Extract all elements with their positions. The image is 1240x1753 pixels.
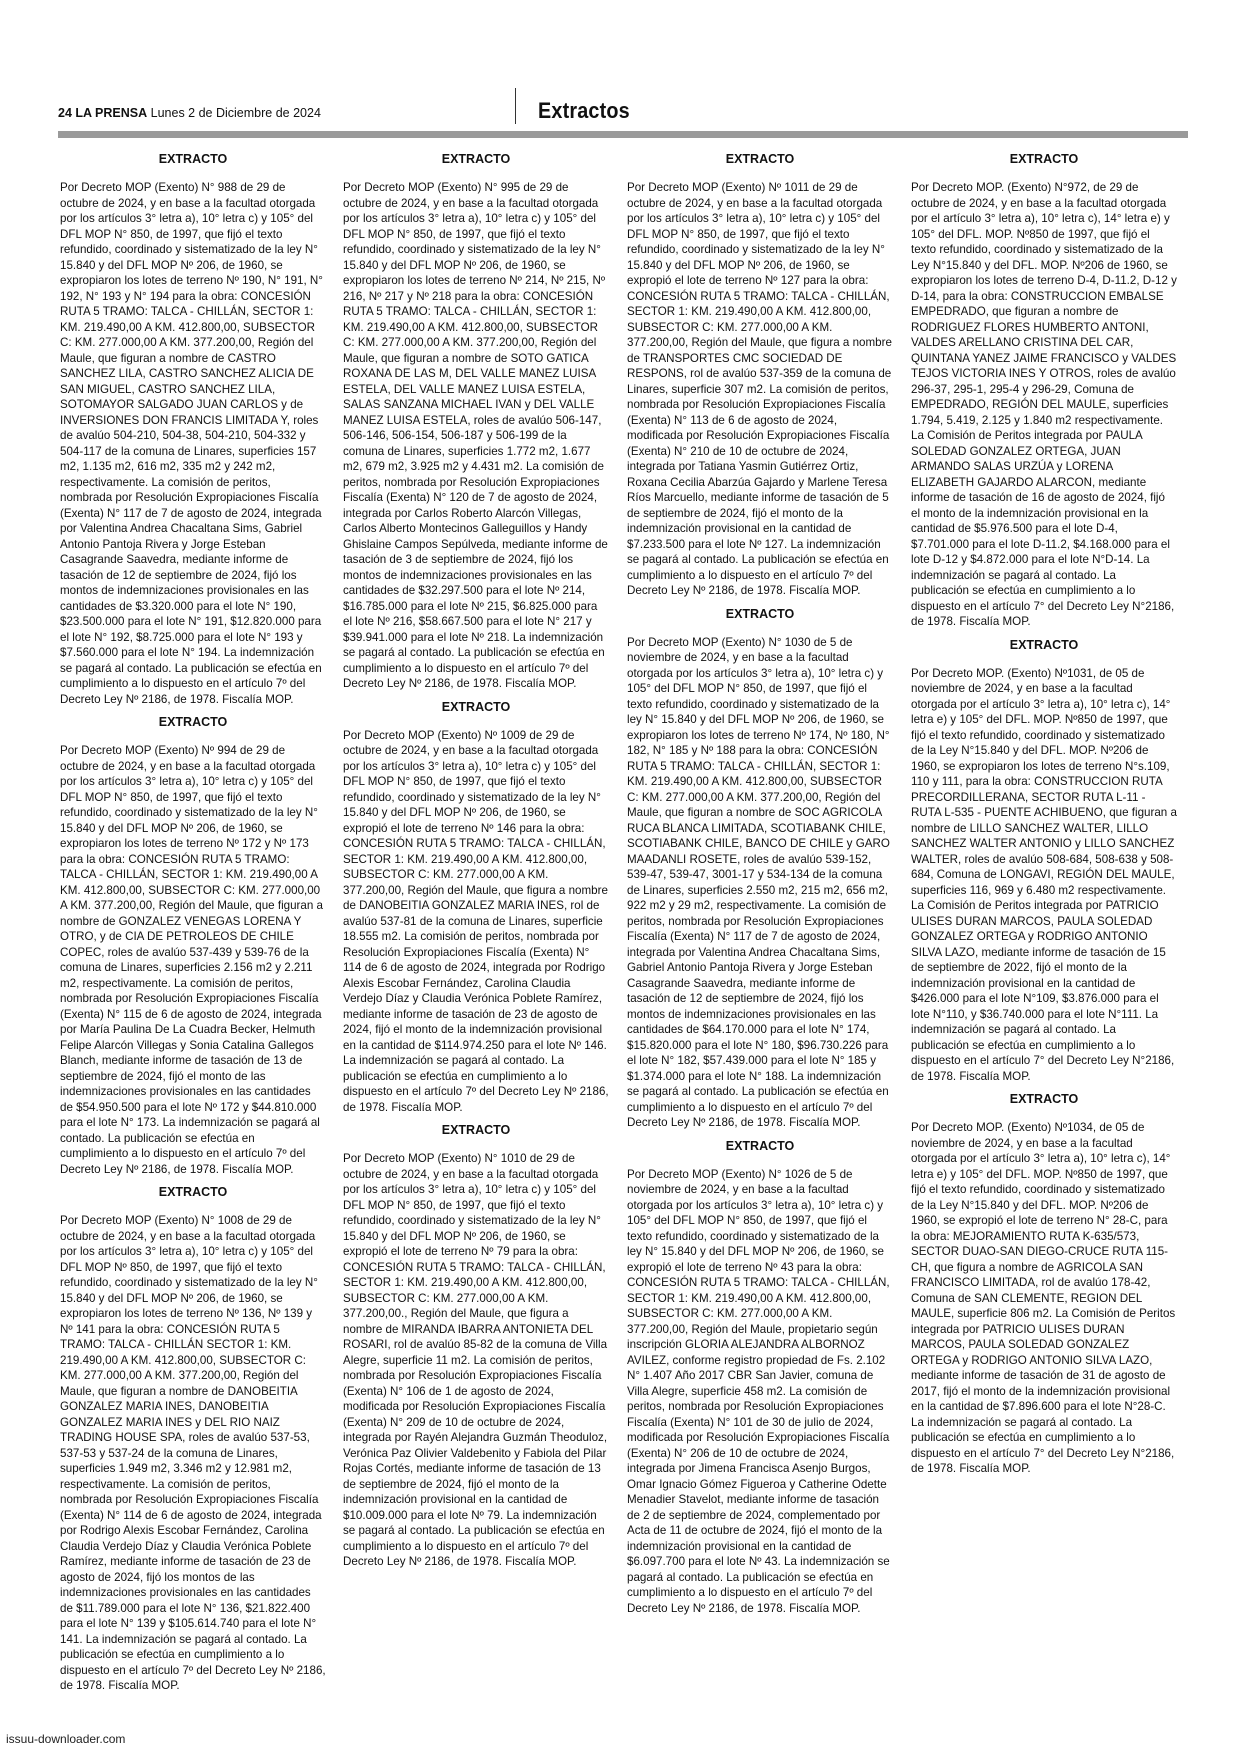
extracto-body: Por Decreto MOP (Exento) N° 1030 de 5 de noviembre de 2024, y en base a la facultad otorgada por los artículos 3° letra a), 10° letra c) y 105° del DFL MOP N° 850, de 1997, que fijó el texto refundido, coordinado y sistematizado de la ley N° 15.840 y del DFL MOP Nº 206, de 1960, se expropiaron los lotes de terreno Nº 174, Nº 180, N° 182, N° 185 y Nº 188 para la obra: CONCESIÓN RUTA 5 TRAMO: TALCA - CHILLÁN, SECTOR 1: KM. 219.490,00 A KM. 412.800,00, SUBSECTOR C: KM. 277.000,00 A KM. 377.200,00, Región del Maule, que figuran a nombre de SOC AGRICOLA RUCA BLANCA LIMITADA, SCOTIABANK CHILE, SCOTIABANK CHILE, BANCO DE CHILE y GARO MAADANLI ROSETE, roles de avalúo 539-152, 539-47, 539-47, 3001-17 y 534-134 de la comuna de Linares, superficies 2.550 m2, 215 m2, 656 m2, 922 m2 y 29 m2, respectivamente. La comisión de peritos, nombrada por Resolución Expropiaciones Fiscalía (Exenta) N° 117 de 7 de agosto de 2024, integrada por Valentina Andrea Chacaltana Sims, Gabriel Antonio Pantoja Rivera y Jorge Esteban Casagrande Saavedra, mediante informe de tasación de 12 de septiembre de 2024, fijó los montos de indemnizaciones provisionales en las cantidades de $64.170.000 para el lote N° 174, $15.820.000 para el lote N° 180, $96.730.226 para el lote N° 182, $57.439.000 para el lote N° 185 y $1.374.000 para el lote N° 188. La indemnización se pagará al contado. La publicación se efectúa en cumplimiento a lo dispuesto en el artículo 7º del Decreto Ley Nº 2186, de 1978. Fiscalía MOP.	[627, 635, 890, 1129]
extracto-title: EXTRACTO	[1009, 152, 1079, 166]
extracto-block	[627, 152, 893, 599]
extracto-body: Por Decreto MOP (Exento) N° 995 de 29 de octubre de 2024, y en base a la facultad otorgada por los artículos 3° letra a), 10° letra c) y 105° del DFL MOP N° 850, de 1997, que fijó el texto refundido, coordinado y sistematizado de la ley N° 15.840 y del DFL MOP Nº 206, de 1960, se expropiaron los lotes de terreno Nº 214, Nº 215, Nº 216, Nº 217 y Nº 218 para la obra: CONCESIÓN RUTA 5 TRAMO: TALCA - CHILLÁN, SECTOR 1: KM. 219.490,00 A KM. 412.800,00, SUBSECTOR C: KM. 277.000,00 A KM. 377.200,00, Región del Maule, que figuran a nombre de SOTO GATICA ROXANA DE LAS M, DEL VALLE MANEZ LUISA ESTELA, DEL VALLE MANEZ LUISA ESTELA, SALAS SANZANA MICHAEL IVAN y DEL VALLE MANEZ LUISA ESTELA, roles de avalúo 506-147, 506-146, 506-154, 506-187 y 506-199 de la comuna de Linares, superficies 1.772 m2, 1.677 m2, 679 m2, 3.925 m2 y 4.431 m2. La comisión de peritos, nombrada por Resolución Expropiaciones Fiscalía (Exenta) N° 120 de 7 de agosto de 2024, integrada por Carlos Roberto Alarcón Villegas, Carlos Alberto Montecinos Galleguillos y Handy Ghislaine Campos Sepúlveda, mediante informe de tasación de 3 de septiembre de 2024, fijó los montos de indemnizaciones provisionales en las cantidades de $32.297.500 para el lote Nº 214, $16.785.000 para el lote Nº 215, $6.825.000 para el lote Nº 216, $58.667.500 para el lote N° 217 y $39.941.000 para el lote Nº 218. La indemnización se pagará al contado. La publicación se efectúa en cumplimiento a lo dispuesto en el artículo 7º del Decreto Ley Nº 2186, de 1978. Fiscalía MOP.	[343, 181, 608, 690]
extracto-block	[627, 607, 893, 1131]
extracto-body: Por Decreto MOP (Exento) N° 1010 de 29 de octubre de 2024, y en base a la facultad otorgada por los artículos 3° letra a), 10° letra c) y 105° del DFL MOP N° 850, de 1997, que fijó el texto refundido, coordinado y sistematizado de la ley N° 15.840 y del DFL MOP Nº 206, de 1960, se expropió el lote de terreno Nº 79 para la obra: CONCESIÓN RUTA 5 TRAMO: TALCA - CHILLÁN, SECTOR 1: KM. 219.490,00 A KM. 412.800,00, SUBSECTOR C: KM. 277.000,00 A KM. 377.200,00., Región del Maule, que figura a nombre de MIRANDA IBARRA ANTONIETA DEL ROSARI, rol de avalúo 85-82 de la comuna de Villa Alegre, superficie 11 m2. La comisión de peritos, nombrada por Resolución Expropiaciones Fiscalía (Exenta) N° 106 de 1 de agosto de 2024, modificada por Resolución Expropiaciones Fiscalía (Exenta) N° 209 de 10 de octubre de 2024, integrada por Rayén Alejandra Guzmán Theoduloz, Verónica Paz Olivier Valdebenito y Fabiola del Pilar Rojas Cortés, mediante informe de tasación de 13 de septiembre de 2024, fijó el monto de la indemnización provisional en la cantidad de $10.009.000 para el lote Nº 79. La indemnización se pagará al contado. La publicación se efectúa en cumplimiento a lo dispuesto en el artículo 7º del Decreto Ley Nº 2186, de 1978. Fiscalía MOP.	[343, 1152, 608, 1568]
extracto-block	[60, 715, 326, 1177]
extracto-title: EXTRACTO	[441, 1123, 511, 1137]
header-rule	[58, 131, 1188, 138]
section-title: Extractos	[538, 98, 630, 123]
extracto-title: EXTRACTO	[725, 606, 795, 621]
extracto-title: EXTRACTO	[725, 1138, 795, 1153]
page-header-info	[58, 106, 321, 120]
extracto-block	[911, 638, 1177, 1085]
extracto-body: Por Decreto MOP (Exento) Nº 1011 de 29 de octubre de 2024, y en base a la facultad otorgada por los artículos 3° letra a), 10° letra c) y 105° del DFL MOP N° 850, de 1997, que fijó el texto refundido, coordinado y sistematizado de la ley N° 15.840 y del DFL MOP Nº 206, de 1960, se expropió el lote de terreno Nº 127 para la obra: CONCESIÓN RUTA 5 TRAMO: TALCA - CHILLÁN, SECTOR 1: KM. 219.490,00 A KM. 412.800,00, SUBSECTOR C: KM. 277.000,00 A KM. 377.200,00, Región del Maule, que figura a nombre de TRANSPORTES CMC SOCIEDAD DE RESPONS, rol de avalúo 537-359 de la comuna de Linares, superficie 307 m2. La comisión de peritos, nombrada por Resolución Expropiaciones Fiscalía (Exenta) N° 113 de 6 de agosto de 2024, modificada por Resolución Expropiaciones Fiscalía (Exenta) N° 210 de 10 de octubre de 2024, integrada por Tatiana Yasmin Gutiérrez Ortiz, Roxana Cecilia Abarzúa Gajardo y Marlene Teresa Ríos Marcuello, mediante informe de tasación de 5 de septiembre de 2024, fijó el monto de la indemnización provisional en la cantidad de $7.233.500 para el lote Nº 127. La indemnización se pagará al contado. La publicación se efectúa en cumplimiento a lo dispuesto en el artículo 7º del Decreto Ley Nº 2186, de 1978. Fiscalía MOP.	[627, 181, 892, 597]
extracto-block	[911, 1092, 1177, 1477]
extracto-block	[911, 152, 1177, 630]
column-1	[60, 152, 326, 1702]
extracto-title: EXTRACTO	[441, 152, 511, 166]
publication-date: Lunes 2 de Diciembre de 2024	[150, 106, 321, 120]
extracto-body: Por Decreto MOP (Exento) N° 988 de 29 de octubre de 2024, y en base a la facultad otorgada por los artículos 3° letra a), 10° letra c) y 105° del DFL MOP N° 850, de 1997, que fijó el texto refundido, coordinado y sistematizado de la ley N° 15.840 y del DFL MOP Nº 206, de 1960, se expropiaron los lotes de terreno Nº 190, N° 191, N° 192, N° 193 y N° 194 para la obra: CONCESIÓN RUTA 5 TRAMO: TALCA - CHILLÁN, SECTOR 1: KM. 219.490,00 A KM. 412.800,00, SUBSECTOR C: KM. 277.000,00 A KM. 377.200,00, Región del Maule, que figuran a nombre de CASTRO SANCHEZ LILA, CASTRO SANCHEZ ALICIA DE SAN MIGUEL, CASTRO SANCHEZ LILA, SOTOMAYOR SALGADO JUAN CARLOS y de INVERSIONES DON FRANCIS LIMITADA Y, roles de avalúo 504-210, 504-38, 504-210, 504-332 y 504-117 de la comuna de Linares, superficies 157 m2, 1.135 m2, 616 m2, 335 m2 y 242 m2, respectivamente. La comisión de peritos, nombrada por Resolución Expropiaciones Fiscalía (Exenta) N° 117 de 7 de agosto de 2024, integrada por Valentina Andrea Chacaltana Sims, Gabriel Antonio Pantoja Rivera y Jorge Esteban Casagrande Saavedra, mediante informe de tasación de 12 de septiembre de 2024, fijó los montos de indemnizaciones provisionales en las cantidades de $3.320.000 para el lote N° 190, $23.500.000 para el lote N° 191, $12.820.000 para el lote N° 192, $8.725.000 para el lote N° 193 y $7.560.000 para el lote N° 194. La indemnización se pagará al contado. La publicación se efectúa en cumplimiento a lo dispuesto en el artículo 7º del Decreto Ley Nº 2186, de 1978. Fiscalía MOP.	[60, 181, 323, 706]
extracto-block	[343, 152, 609, 692]
extracto-block	[627, 1139, 893, 1617]
extracto-title: EXTRACTO	[1009, 637, 1079, 652]
watermark-text: issuu-downloader.com	[6, 1732, 126, 1746]
extracto-body: Por Decreto MOP. (Exento) N°972, de 29 de octubre de 2024, y en base a la facultad otorgada por el artículo 3° letra a), 10° letra c), 14° letra e) y 105° del DFL. MOP. Nº850 de 1997, que fijó el texto refundido, coordinado y sistematizado de la Ley N°15.840 y del DFL. MOP. Nº206 de 1960, se expropiaron los lotes de terreno D-4, D-11.2, D-12 y D-14, para la obra: CONSTRUCCION EMBALSE EMPEDRADO, que figuran a nombre de RODRIGUEZ FLORES HUMBERTO ANTONI, VALDES ARELLANO CRISTINA DEL CAR, QUINTANA YANEZ JAIME FRANCISCO y VALDES TEJOS VICTORIA INES Y OTROS, roles de avalúo 296-37, 295-1, 295-4 y 296-29, Comuna de EMPEDRADO, REGIÓN DEL MAULE, superficies 1.794, 5.419, 2.125 y 1.840 m2 respectivamente. La Comisión de Peritos integrada por PAULA SOLEDAD GONZALEZ ORTEGA, JUAN ARMANDO SALAS URZÚA y LORENA ELIZABETH GAJARDO ALARCON, mediante informe de tasación de 16 de agosto de 2024, fijó el monto de la indemnización provisional en la cantidad de $5.976.500 para el lote D-4, $7.701.000 para el lote D-11.2, $4.168.000 para el lote D-12 y $4.872.000 para el lote N°D-14. La indemnización se pagará al contado. La publicación se efectúa en cumplimiento a lo dispuesto en el artículo 7° del Decreto Ley N°2186, de 1978. Fiscalía MOP.	[911, 181, 1177, 628]
extracto-body: Por Decreto MOP (Exento) Nº 994 de 29 de octubre de 2024, y en base a la facultad otorgada por los artículos 3° letra a), 10° letra c) y 105° del DFL MOP N° 850, de 1997, que fijó el texto refundido, coordinado y sistematizado de la ley N° 15.840 y del DFL MOP Nº 206, de 1960, se expropiaron los lotes de terreno Nº 172 y Nº 173 para la obra: CONCESIÓN RUTA 5 TRAMO: TALCA - CHILLÁN, SECTOR 1: KM. 219.490,00 A KM. 412.800,00, SUBSECTOR C: KM. 277.000,00 A KM. 377.200,00, Región del Maule, que figuran a nombre de GONZALEZ VENEGAS LORENA Y OTRO, y de CIA DE PETROLEOS DE CHILE COPEC, roles de avalúo 537-439 y 539-76 de la comuna de Linares, superficies 2.156 m2 y 2.211 m2, respectivamente. La comisión de peritos, nombrada por Resolución Expropiaciones Fiscalía (Exenta) N° 115 de 6 de agosto de 2024, integrada por María Paulina De La Cuadra Becker, Helmuth Felipe Alarcón Villegas y Sonia Catalina Gallegos Blanch, mediante informe de tasación de 13 de septiembre de 2024, fijó el monto de las indemnizaciones provisionales en las cantidades de $54.950.500 para el lote Nº 172 y $44.810.000 para el lote N° 173. La indemnización se pagará al contado. La publicación se efectúa en cumplimiento a lo dispuesto en el artículo 7º del Decreto Ley Nº 2186, de 1978. Fiscalía MOP.	[60, 744, 323, 1176]
extracto-body: Por Decreto MOP (Exento) Nº 1009 de 29 de octubre de 2024, y en base a la facultad otorgada por los artículos 3° letra a), 10° letra c) y 105° del DFL MOP N° 850, de 1997, que fijó el texto refundido, coordinado y sistematizado de la ley N° 15.840 y del DFL MOP Nº 206, de 1960, se expropió el lote de terreno Nº 146 para la obra: CONCESIÓN RUTA 5 TRAMO: TALCA - CHILLÁN, SECTOR 1: KM. 219.490,00 A KM. 412.800,00, SUBSECTOR C: KM. 277.000,00 A KM. 377.200,00, Región del Maule, que figura a nombre de DANOBEITIA GONZALEZ MARIA INES, rol de avalúo 537-81 de la comuna de Linares, superficie 18.555 m2. La comisión de peritos, nombrada por Resolución Expropiaciones Fiscalía (Exenta) N° 114 de 6 de agosto de 2024, integrada por Rodrigo Alexis Escobar Fernández, Carolina Claudia Verdejo Díaz y Claudia Verónica Poblete Ramírez, mediante informe de tasación de 23 de agosto de 2024, fijó el monto de la indemnización provisional en la cantidad de $114.974.250 para el lote Nº 146. La indemnización se pagará al contado. La publicación se efectúa en cumplimiento a lo dispuesto en el artículo 7º del Decreto Ley Nº 2186, de 1978. Fiscalía MOP.	[343, 728, 609, 1114]
extracto-body: Por Decreto MOP. (Exento) Nº1031, de 05 de noviembre de 2024, y en base a la facultad otorgada por el artículo 3° letra a), 10° letra c), 14° letra e) y 105° del DFL. MOP. Nº850 de 1997, que fijó el texto refundido, coordinado y sistematizado de la Ley N°15.840 y del DFL. MOP. Nº206 de 1960, se expropiaron los lotes de terreno N°s.109, 110 y 111, para la obra: CONSTRUCCION RUTA PRECORDILLERANA, SECTOR RUTA L-11 - RUTA L-535 - PUENTE ACHIBUENO, que figuran a nombre de LILLO SANCHEZ WALTER, LILLO SANCHEZ WALTER ANTONIO y LILLO SANCHEZ WALTER, roles de avalúo 508-684, 508-638 y 508-684, Comuna de LONGAVI, REGIÓN DEL MAULE, superficies 116, 969 y 6.480 m2 respectivamente. La Comisión de Peritos integrada por PATRICIO ULISES DURAN MARCOS, PAULA SOLEDAD GONZALEZ ORTEGA y RODRIGO ANTONIO SILVA LAZO, mediante informe de tasación de 15 de septiembre de 2022, fijó el monto de la indemnización provisional en la cantidad de $426.000 para el lote N°109, $3.876.000 para el lote N°110, y $36.740.000 para el lote N°111. La indemnización se pagará al contado. La publicación se efectúa en cumplimiento a lo dispuesto en el artículo 7° del Decreto Ley N°2186, de 1978. Fiscalía MOP.	[911, 666, 1177, 1083]
extracto-title: EXTRACTO	[158, 715, 228, 729]
extracto-title: EXTRACTO	[1009, 1092, 1079, 1106]
column-3	[627, 152, 893, 1624]
header-divider	[515, 88, 516, 124]
extracto-body: Por Decreto MOP (Exento) N° 1026 de 5 de noviembre de 2024, y en base a la facultad otorgada por los artículos 3° letra a), 10° letra c) y 105° del DFL MOP N° 850, de 1997, que fijó el texto refundido, coordinado y sistematizado de la ley N° 15.840 y del DFL MOP Nº 206, de 1960, se expropió el lote de terreno Nº 43 para la obra: CONCESIÓN RUTA 5 TRAMO: TALCA - CHILLÁN, SECTOR 1: KM. 219.490,00 A KM. 412.800,00, SUBSECTOR C: KM. 277.000,00 A KM. 377.200,00, Región del Maule, propietario según inscripción GLORIA ALEJANDRA ALBORNOZ AVILEZ, conforme registro propiedad de Fs. 2.102 N° 1.407 Año 2017 CBR San Javier, comuna de Villa Alegre, superficie 458 m2. La comisión de peritos, nombrada por Resolución Expropiaciones Fiscalía (Exenta) N° 101 de 30 de julio de 2024, modificada por Resolución Expropiaciones Fiscalía (Exenta) N° 206 de 10 de octubre de 2024, integrada por Jimena Francisca Asenjo Burgos, Omar Ignacio Gómez Figueroa y Catherine Odette Menadier Stavelot, mediante informe de tasación de 2 de septiembre de 2024, complementado por Acta de 11 de octubre de 2024, fijó el monto de la indemnización provisional en la cantidad de $6.097.700 para el lote Nº 43. La indemnización se pagará al contado. La publicación se efectúa en cumplimiento a lo dispuesto en el artículo 7º del Decreto Ley Nº 2186, de 1978. Fiscalía MOP.	[627, 1167, 890, 1615]
extracto-body: Por Decreto MOP (Exento) N° 1008 de 29 de octubre de 2024, y en base a la facultad otorgada por los artículos 3° letra a), 10° letra c) y 105° del DFL MOP Nº 850, de 1997, que fijó el texto refundido, coordinado y sistematizado de la ley N° 15.840 y del DFL MOP Nº 206, de 1960, se expropiaron los lotes de terreno Nº 136, Nº 139 y Nº 141 para la obra: CONCESIÓN RUTA 5 TRAMO: TALCA - CHILLÁN SECTOR 1: KM. 219.490,00 A KM. 412.800,00, SUBSECTOR C: KM. 277.000,00 A KM. 377.200,00, Región del Maule, que figuran a nombre de DANOBEITIA GONZALEZ MARIA INES, DANOBEITIA GONZALEZ MARIA INES y DEL RIO NAIZ TRADING HOUSE SPA, roles de avalúo 537-53, 537-53 y 537-24 de la comuna de Linares, superficies 1.949 m2, 3.346 m2 y 12.981 m2, respectivamente. La comisión de peritos, nombrada por Resolución Expropiaciones Fiscalía (Exenta) N° 114 de 6 de agosto de 2024, integrada por Rodrigo Alexis Escobar Fernández, Carolina Claudia Verdejo Díaz y Claudia Verónica Poblete Ramírez, mediante informe de tasación de 23 de agosto de 2024, fijó los montos de las indemnizaciones provisionales en las cantidades de $11.789.000 para el lote N° 136, $21.822.400 para el lote N° 139 y $105.614.740 para el lote N° 141. La indemnización se pagará al contado. La publicación se efectúa en cumplimiento a lo dispuesto en el artículo 7º del Decreto Ley Nº 2186, de 1978. Fiscalía MOP.	[60, 1214, 326, 1692]
newspaper-name: LA PRENSA	[75, 106, 148, 120]
column-2	[343, 152, 609, 1578]
extracto-title: EXTRACTO	[441, 699, 511, 714]
column-4	[911, 152, 1177, 1485]
page-header	[58, 96, 1188, 126]
extracto-title: EXTRACTO	[158, 1185, 228, 1199]
extracto-title: EXTRACTO	[158, 152, 228, 166]
extracto-body: Por Decreto MOP. (Exento) Nº1034, de 05 de noviembre de 2024, y en base a la facultad otorgada por el artículo 3° letra a), 10° letra c), 14° letra e) y 105° del DFL. MOP. Nº850 de 1997, que fijó el texto refundido, coordinado y sistematizado de la Ley N°15.840 y del DFL. MOP. Nº206 de 1960, se expropió el lote de terreno N° 28-C, para la obra: MEJORAMIENTO RUTA K-635/573, SECTOR DUAO-SAN DIEGO-CRUCE RUTA 115-CH, que figura a nombre de AGRICOLA SAN FRANCISCO LIMITADA, rol de avalúo 178-42, Comuna de SAN CLEMENTE, REGION DEL MAULE, superficie 806 m2. La Comisión de Peritos integrada por PATRICIO ULISES DURAN MARCOS, PAULA SOLEDAD GONZALEZ ORTEGA y RODRIGO ANTONIO SILVA LAZO, mediante informe de tasación de 31 de agosto de 2017, fijó el monto de la indemnización provisional en la cantidad de $7.896.600 para el lote N°28-C. La indemnización se pagará al contado. La publicación se efectúa en cumplimiento a lo dispuesto en el artículo 7° del Decreto Ley N°2186, de 1978. Fiscalía MOP.	[911, 1121, 1176, 1475]
extracto-block	[60, 152, 326, 707]
extracto-block	[343, 1123, 609, 1570]
extracto-title: EXTRACTO	[725, 152, 795, 166]
extracto-block	[343, 700, 609, 1116]
extracto-block	[60, 1185, 326, 1694]
page-number: 24	[58, 106, 72, 120]
